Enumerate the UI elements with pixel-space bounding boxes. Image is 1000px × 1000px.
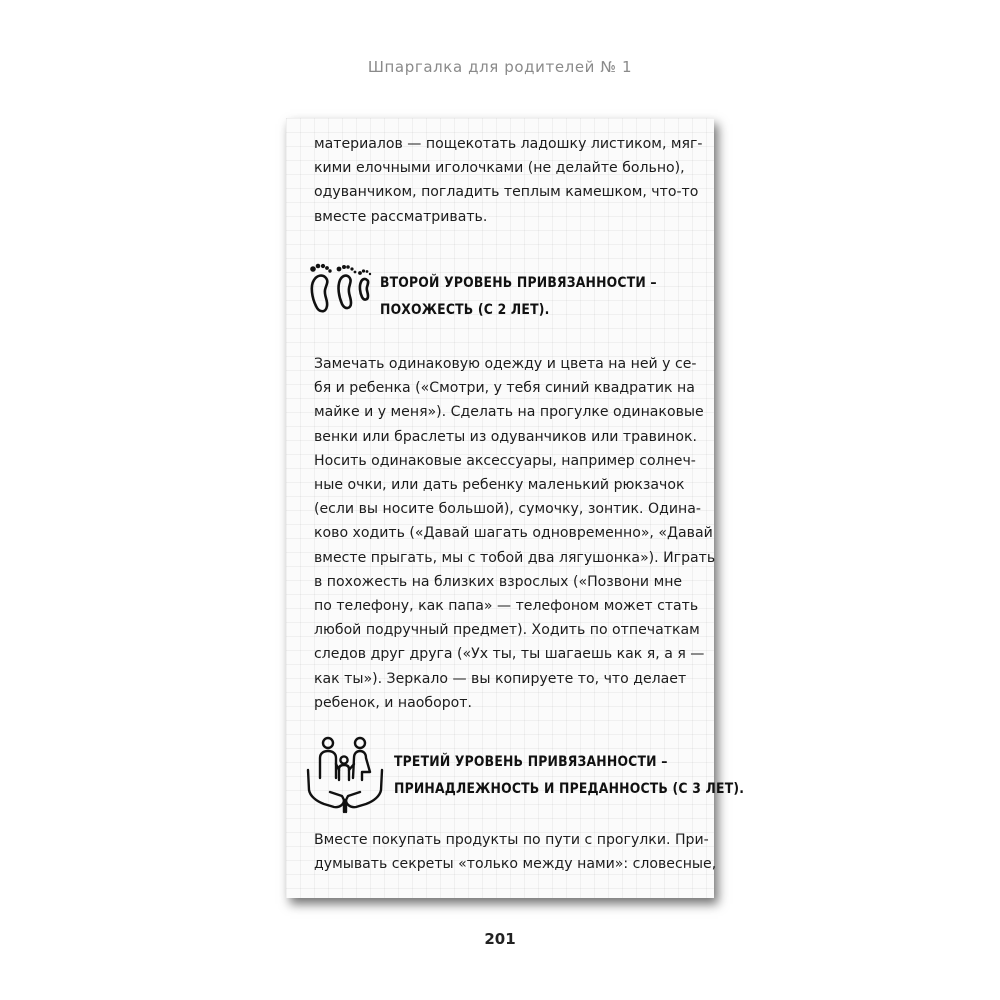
section-three-body: Вместе покупать продукты по пути с прогулки. При- думывать секреты «только между нами»: словесные, [314, 832, 717, 873]
page-number: 201 [484, 930, 516, 948]
section-two-body: Замечать одинаковую одежду и цвета на ней у се- бя и ребенка («Смотри, у тебя синий квадратик на майке и у меня»). Сделать на прогулке одинаковые венки или браслеты из одуванчиков или травинок. Носить одинаковые аксессуары, например солнеч- ные очки, или дать ребенку маленький рюкзачок (если вы носите большой), сумочку, зонтик. Одина- ково ходить («Давай шагать одновременно», «Давай вместе прыгать, мы с тобой два лягушонка»). Играть в похожесть на близких взрослых («Позвони мне по телефону, как папа» — телефоном может стать любой подручный предмет). Ходить по отпечаткам следов друг друга («Ух ты, ты шагаешь как я, а я — как ты»). Зеркало — вы копируете то, что делает ребенок, и наоборот. [314, 356, 716, 711]
intro-paragraph: материалов — пощекотать ладошку листиком, мяг- кими елочными иголочками (не делайте больно), одуванчиком, погладить теплым камешком, что-то вместе рассматривать. [314, 136, 703, 225]
page-card [286, 118, 745, 898]
family-in-hands-icon [304, 734, 386, 818]
running-header: Шпаргалка для родителей № 1 [367, 58, 633, 76]
section-title-level-three: ТРЕТИЙ УРОВЕНЬ ПРИВЯЗАННОСТИ – ПРИНАДЛЕЖНОСТЬ И ПРЕДАННОСТЬ (С 3 ЛЕТ). [394, 752, 745, 797]
section-level-three [304, 734, 745, 814]
section-title-level-two: ВТОРОЙ УРОВЕНЬ ПРИВЯЗАННОСТИ – ПОХОЖЕСТЬ (С 2 ЛЕТ). [380, 273, 657, 318]
footprints-icon [304, 256, 374, 322]
section-level-two [304, 256, 704, 328]
